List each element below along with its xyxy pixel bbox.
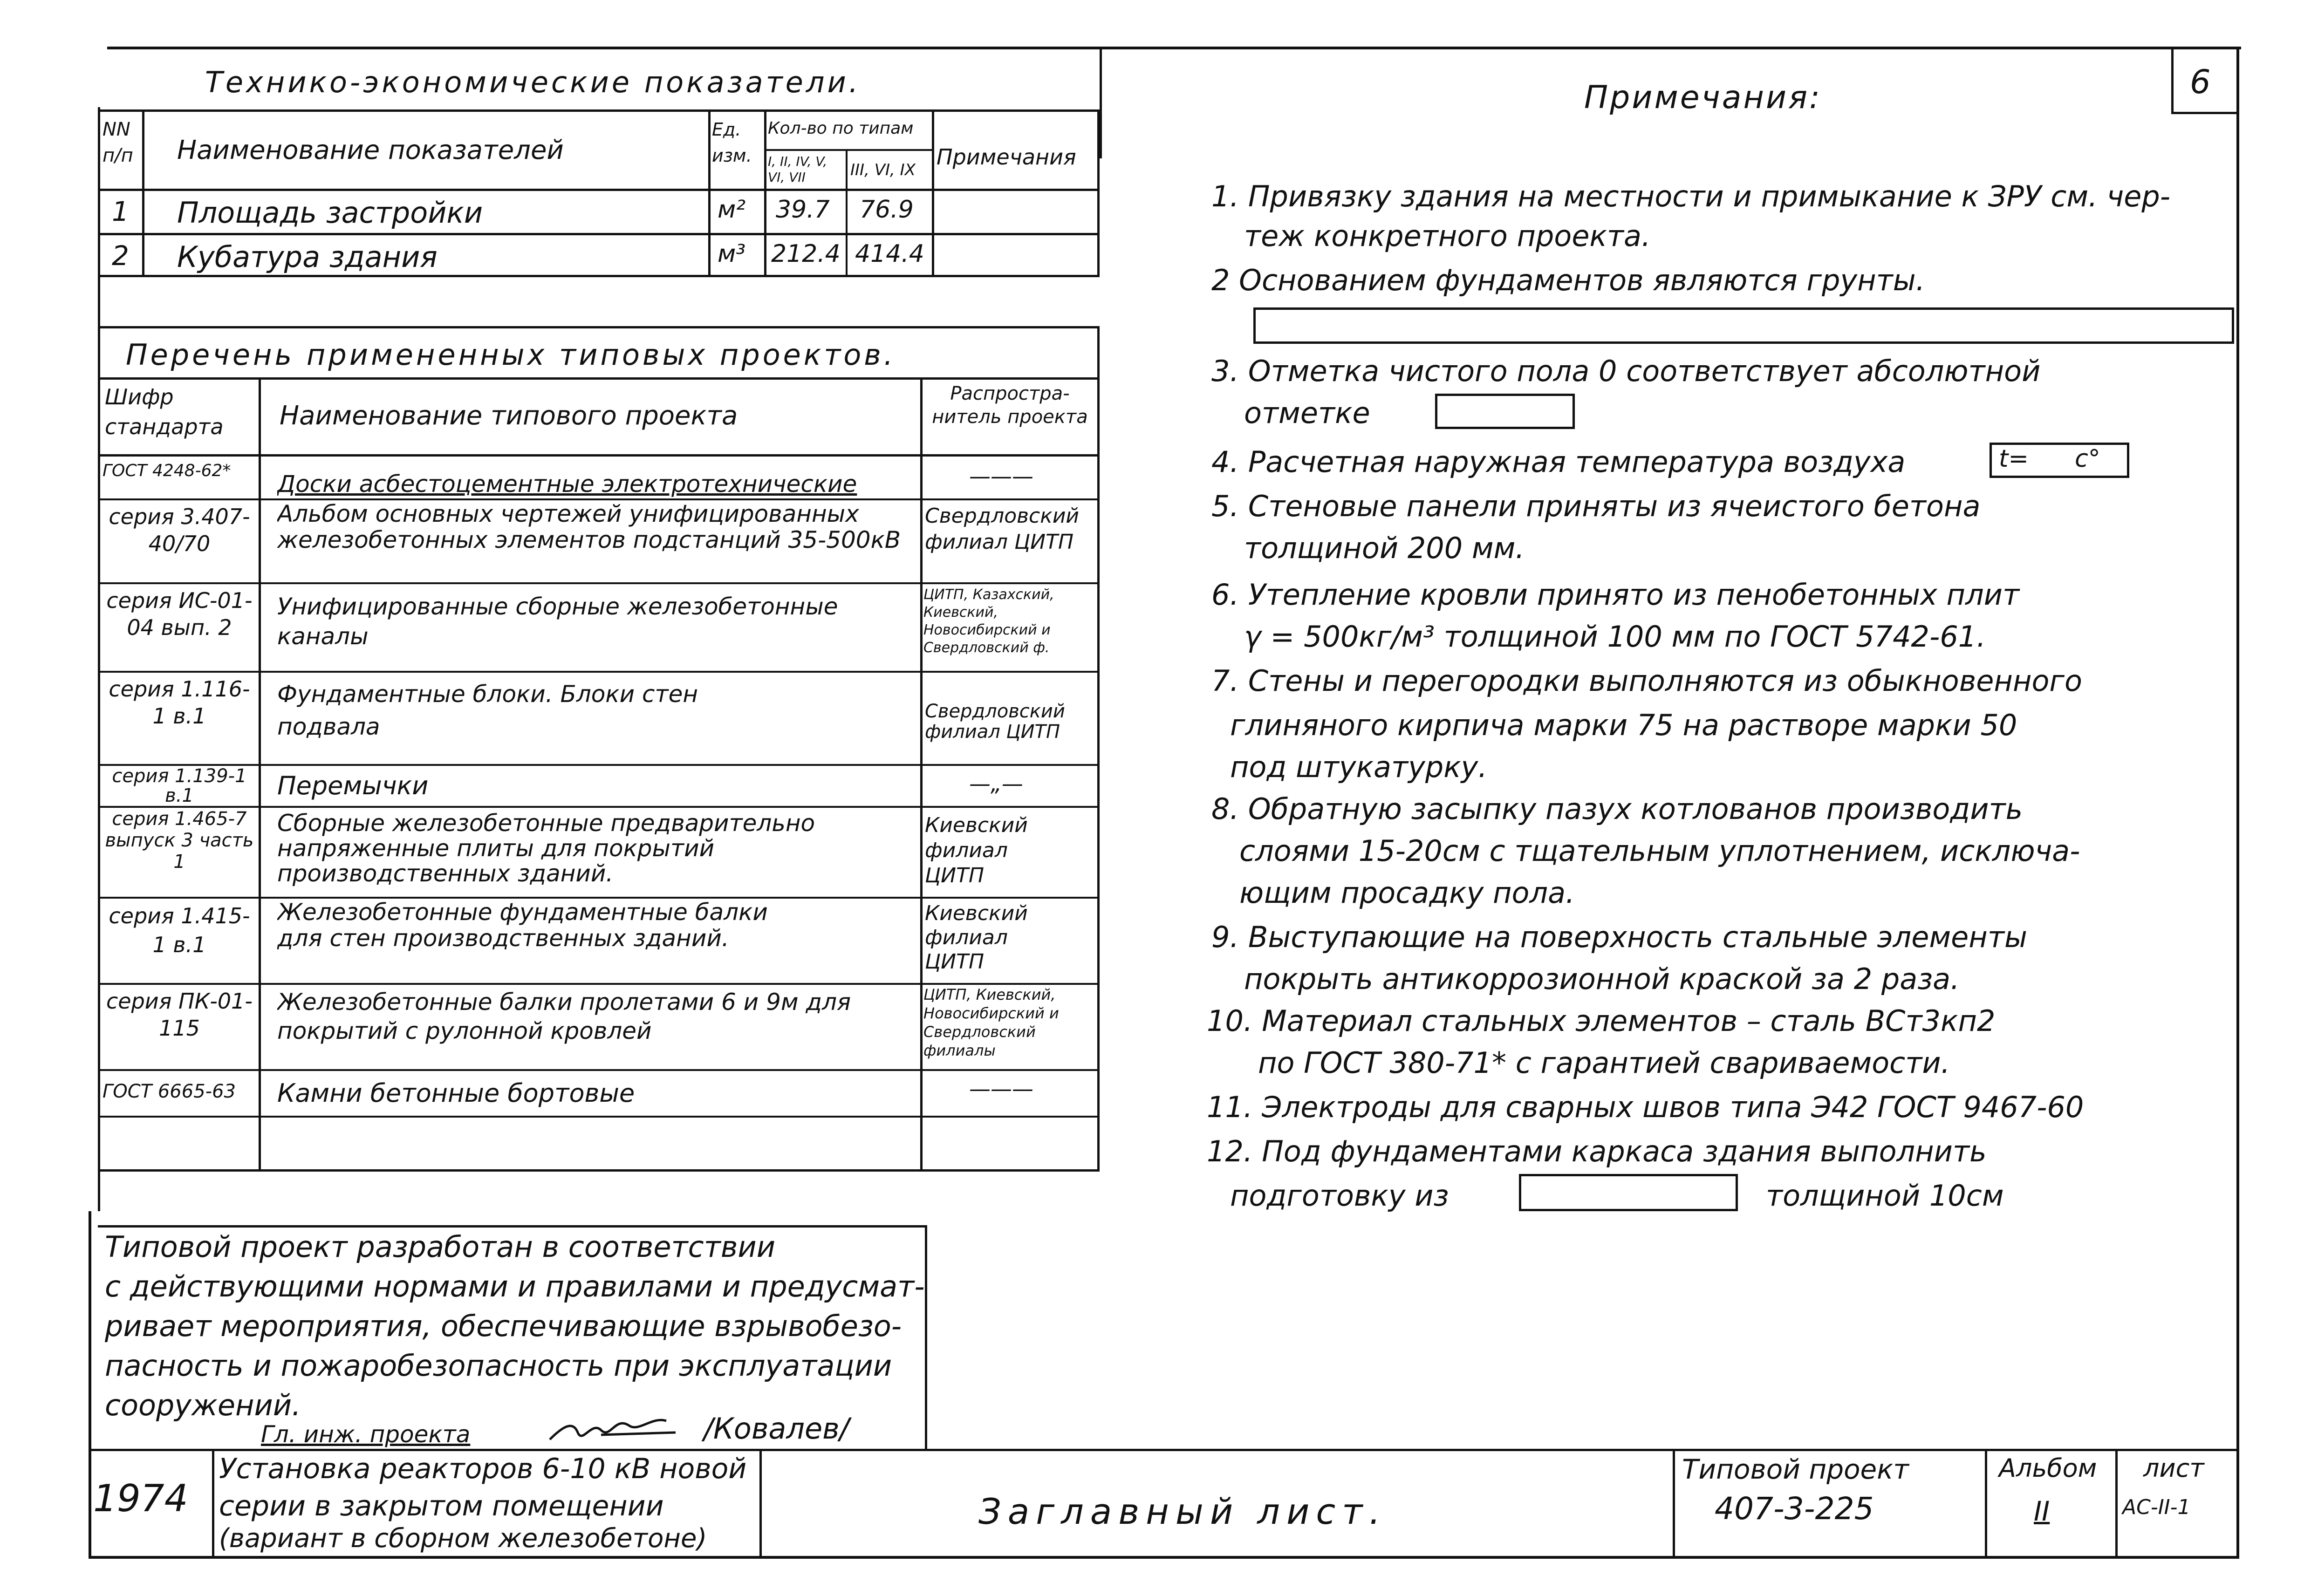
projects-header-code: Шифр стандарта: [105, 384, 224, 439]
title-sheet-name: Заглавный лист.: [978, 1491, 1387, 1532]
note-10-line-1: 10. Материал стальных элементов – сталь ВСт3кп2: [1207, 1004, 1996, 1038]
statement-line-1: Типовой проект разработан в соответствии: [105, 1230, 775, 1264]
note-12-tail: толщиной 10см: [1766, 1179, 2004, 1213]
projects-header-dist: Распростра-нитель проекта: [932, 383, 1088, 428]
indicators-header-count: Кол-во по типам: [768, 119, 914, 138]
projects-row-2-dist: Свердловский филиал ЦИТП: [925, 504, 1080, 554]
title-project-label: Типовой проект: [1682, 1453, 1909, 1485]
subgrade-material-box: [1519, 1174, 1738, 1211]
sheet-number-box-bottom: [2171, 112, 2239, 114]
note-8-line-2: слоями 15-20см с тщательным уплотнением, исключа-: [1239, 834, 2080, 868]
frame-bottom: [89, 1556, 2239, 1559]
projects-row-9-dist: ———: [969, 1076, 1033, 1101]
projects-row-2-code: серия 3.407-40/70: [109, 504, 250, 556]
indicators-row-1-num: 1: [112, 196, 129, 227]
projects-row-3-code: серия ИС-01-04 вып. 2: [106, 588, 253, 640]
statement-line-3: ривает мероприятия, обеспечивающие взрывобезо-: [105, 1309, 902, 1343]
projects-row-6-code: серия 1.465-7 выпуск 3 часть 1: [105, 808, 254, 873]
projects-title: Перечень примененных типовых проектов.: [126, 338, 896, 372]
title-sheet-value: АС-II-1: [2122, 1495, 2191, 1519]
soil-type-box: [1253, 307, 2234, 344]
note-1-line-2: теж конкретного проекта.: [1244, 219, 1651, 253]
indicators-row-2-b: 414.4: [855, 240, 924, 268]
frame-right: [2236, 47, 2239, 1558]
elevation-box: [1435, 394, 1575, 429]
projects-header-name: Наименование типового проекта: [280, 401, 738, 431]
indicators-header-note: Примечания: [937, 144, 1076, 170]
projects-row-7-code: серия 1.415-1 в.1: [109, 903, 250, 957]
projects-row-5-name: Перемычки: [277, 771, 429, 800]
projects-row-1-dist: ———: [969, 464, 1033, 489]
indicators-header-col-a: I, II, IV, V, VI, VII: [768, 154, 827, 185]
projects-row-7-dist: Киевский филиал ЦИТП: [925, 901, 1028, 974]
projects-row-2-name: Альбом основных чертежей унифицированных железобетонных элементов подстанций 35-500кВ: [277, 501, 901, 553]
projects-row-1-code: ГОСТ 4248-62*: [103, 461, 231, 480]
note-1-line-1: 1. Привязку здания на местности и примыкание к ЗРУ см. чер-: [1211, 179, 2171, 213]
projects-row-7-name: Железобетонные фундаментные балки для стен производственных зданий.: [277, 899, 768, 951]
note-5-line-1: 5. Стеновые панели приняты из ячеистого бетона: [1211, 489, 1981, 523]
title-album-label: Альбом: [1999, 1453, 2097, 1483]
indicators-row-2-name: Кубатура здания: [177, 240, 438, 274]
note-6-line-1: 6. Утепление кровли принято из пенобетонных плит: [1211, 578, 2020, 612]
projects-row-3-name: Унифицированные сборные железобетонные каналы: [277, 593, 838, 650]
title-description-3: (вариант в сборном железобетоне): [219, 1523, 707, 1554]
statement-line-5: сооружений.: [105, 1388, 301, 1422]
indicators-row-2-a: 212.4: [771, 240, 841, 268]
projects-row-3-dist: ЦИТП, Казахский, Киевский, Новосибирский и Свердловский ф.: [923, 587, 1054, 656]
indicators-header-num: NN п/п: [103, 119, 133, 166]
frame-top: [107, 47, 2241, 49]
title-description-2: серии в закрытом помещении: [219, 1490, 664, 1522]
projects-row-8-dist: ЦИТП, Киевский, Новосибирский и Свердловский филиалы: [923, 986, 1059, 1059]
title-sheet-label: лист: [2143, 1453, 2204, 1483]
note-9-line-1: 9. Выступающие на поверхность стальные элементы: [1211, 920, 2027, 954]
sheet-number-box-left: [2171, 47, 2174, 112]
title-year: 1974: [93, 1477, 188, 1520]
note-3-line-1: 3. Отметка чистого пола 0 соответствует абсолютной: [1211, 354, 2041, 388]
note-6-line-2: γ = 500кг/м³ толщиной 100 мм по ГОСТ 5742-61.: [1244, 620, 1986, 654]
note-7-line-3: под штукатурку.: [1230, 750, 1488, 784]
projects-row-9-code: ГОСТ 6665-63: [103, 1081, 236, 1102]
indicators-row-1-unit: м²: [718, 196, 746, 224]
note-7-line-2: глиняного кирпича марки 75 на растворе марки 50: [1230, 708, 2017, 742]
signer-name: /Ковалев/: [704, 1412, 849, 1446]
projects-row-4-dist: Свердловский филиал ЦИТП: [925, 701, 1065, 742]
title-project-number: 407-3-225: [1715, 1491, 1874, 1527]
projects-row-4-code: серия 1.116-1 в.1: [109, 676, 250, 729]
note-2-line-1: 2 Основанием фундаментов являются грунты.: [1211, 263, 1925, 297]
title-description-1: Установка реакторов 6-10 кВ новой: [219, 1453, 747, 1485]
projects-row-4-name: Фундаментные блоки. Блоки стен подвала: [277, 681, 698, 740]
indicators-row-1-name: Площадь застройки: [177, 196, 483, 230]
notes-title: Примечания:: [1584, 79, 1822, 116]
indicators-row-1-b: 76.9: [860, 196, 914, 224]
note-12-line-2: подготовку из: [1230, 1179, 1449, 1213]
projects-row-8-name: Железобетонные балки пролетами 6 и 9м для покрытий с рулонной кровлей: [277, 989, 851, 1044]
note-3-line-2: отметке: [1244, 396, 1370, 430]
note-8-line-3: ющим просадку пола.: [1239, 876, 1575, 910]
projects-row-5-code: серия 1.139-1 в.1: [112, 766, 247, 805]
note-11-line-1: 11. Электроды для сварных швов типа Э42 ГОСТ 9467-60: [1207, 1090, 2084, 1124]
signer-label: Гл. инж. проекта: [261, 1421, 471, 1448]
indicators-title: Технико-экономические показатели.: [205, 65, 861, 99]
note-9-line-2: покрыть антикоррозионной краской за 2 раза.: [1244, 962, 1960, 996]
note-5-line-2: толщиной 200 мм.: [1244, 531, 1525, 565]
projects-row-1-name: Доски асбестоцементные электротехнические: [277, 471, 857, 498]
title-album-value: II: [2034, 1495, 2050, 1527]
note-12-line-1: 12. Под фундаментами каркаса здания выполнить: [1207, 1134, 1987, 1168]
signature: [545, 1407, 680, 1449]
projects-row-8-code: серия ПК-01-115: [106, 989, 253, 1041]
statement-line-2: с действующими нормами и правилами и предусмат-: [105, 1269, 925, 1303]
indicators-row-2-num: 2: [112, 240, 129, 272]
projects-row-6-dist: Киевский филиал ЦИТП: [925, 813, 1028, 887]
column-divider: [1100, 47, 1102, 158]
statement-line-4: пасность и пожаробезопасность при эксплуатации: [105, 1349, 892, 1383]
note-8-line-1: 8. Обратную засыпку пазух котлованов производить: [1211, 792, 2023, 826]
indicators-row-1-a: 39.7: [776, 196, 830, 224]
indicators-header-col-b: III, VI, IX: [850, 161, 916, 179]
note-10-line-2: по ГОСТ 380-71* с гарантией свариваемости.: [1258, 1046, 1950, 1080]
temperature-box-label: t= c°: [1999, 445, 2100, 473]
indicators-row-2-unit: м³: [718, 240, 746, 268]
sheet-number: 6: [2190, 63, 2211, 101]
projects-row-5-dist: —„—: [969, 771, 1023, 796]
indicators-header-unit: Ед. изм.: [712, 119, 752, 166]
note-4-line-1: 4. Расчетная наружная температура воздуха: [1211, 445, 1906, 479]
projects-row-9-name: Камни бетонные бортовые: [277, 1078, 635, 1108]
note-7-line-1: 7. Стены и перегородки выполняются из обыкновенного: [1211, 664, 2082, 698]
projects-row-6-name: Сборные железобетонные предварительно напряженные плиты для покрытий производственных зданий.: [277, 811, 815, 886]
indicators-header-name: Наименование показателей: [177, 135, 564, 165]
frame-left: [89, 1211, 91, 1558]
frame-left-upper: [98, 107, 100, 1211]
